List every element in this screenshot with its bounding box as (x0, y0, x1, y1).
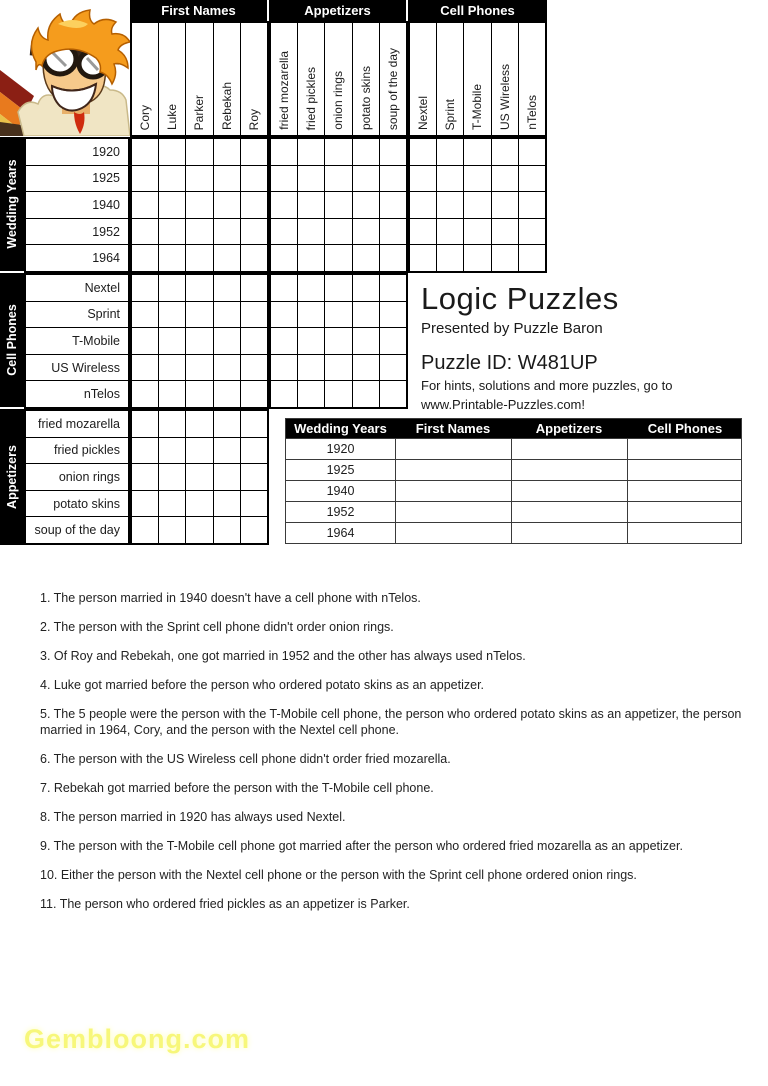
grid-cell[interactable] (132, 139, 158, 165)
row-group-header-appetizers (0, 409, 24, 545)
row-label: onion rings (26, 464, 128, 490)
grid-cell[interactable] (159, 438, 185, 464)
grid-cell[interactable] (186, 328, 212, 354)
grid-cell[interactable] (325, 302, 351, 328)
subtitle: Presented by Puzzle Baron (421, 320, 603, 337)
grid-cell[interactable] (410, 192, 436, 218)
grid-cell[interactable] (380, 275, 406, 301)
grid-cell[interactable] (380, 139, 406, 165)
clue-3: 3. Of Roy and Rebekah, one got married in 1952 and the other has always used nTelos. (40, 649, 526, 663)
grid-cell[interactable] (519, 166, 545, 192)
grid-cell[interactable] (519, 139, 545, 165)
clue-8: 8. The person married in 1920 has always used Nextel. (40, 809, 346, 824)
row-label: 1925 (26, 166, 128, 192)
grid-cell[interactable] (214, 381, 240, 407)
grid-cell[interactable] (298, 166, 324, 192)
col-label-cell (159, 23, 185, 135)
row-group-label: Cell Phones (5, 304, 19, 376)
grid-cell[interactable] (298, 355, 324, 381)
row-label: 1940 (26, 192, 128, 218)
grid-cell[interactable] (353, 139, 379, 165)
grid-cell[interactable] (159, 192, 185, 218)
clue-5: 5. The 5 people were the person with the T-Mobile cell phone, the person who ordered potato skins as an appetizer, the person married in 1964, Cory, and the person with the Nextel cell phone. (40, 707, 742, 737)
row-label: T-Mobile (26, 328, 128, 354)
answer-row (286, 501, 741, 522)
grid-cell[interactable] (241, 517, 267, 543)
col-group-label: First Names (161, 3, 236, 18)
grid-cell[interactable] (132, 192, 158, 218)
col-group-header-appetizers (269, 0, 406, 21)
answer-header-first-names: First Names (415, 421, 491, 436)
grid-cell[interactable] (159, 381, 185, 407)
grid-cell[interactable] (464, 219, 490, 245)
grid-cell[interactable] (186, 355, 212, 381)
col-label: US Wireless (497, 63, 512, 130)
grid-cell[interactable] (353, 192, 379, 218)
grid-cell[interactable] (132, 275, 158, 301)
grid-cell[interactable] (159, 411, 185, 437)
grid-cell[interactable] (241, 219, 267, 245)
grid-cell[interactable] (325, 192, 351, 218)
answer-year: 1920 (326, 442, 355, 456)
grid-cell[interactable] (159, 245, 185, 271)
grid-block-years-appetizers (269, 137, 408, 273)
col-labels-first-names (130, 21, 269, 137)
grid-cell[interactable] (214, 517, 240, 543)
grid-cell[interactable] (159, 302, 185, 328)
grid-cell[interactable] (186, 464, 212, 490)
grid-cell[interactable] (186, 438, 212, 464)
grid-cell[interactable] (353, 302, 379, 328)
grid-cell[interactable] (353, 328, 379, 354)
answer-row (286, 438, 741, 459)
grid-cell[interactable] (214, 245, 240, 271)
grid-cell[interactable] (159, 219, 185, 245)
col-label-cell (464, 23, 490, 135)
grid-cell[interactable] (214, 411, 240, 437)
hint-text-line2: www.Printable-Puzzles.com! (421, 397, 585, 412)
answer-year: 1964 (326, 526, 355, 540)
grid-cell[interactable] (186, 491, 212, 517)
grid-cell[interactable] (492, 166, 518, 192)
grid-cell[interactable] (214, 491, 240, 517)
grid-cell[interactable] (214, 192, 240, 218)
mascot-cartoon-icon (0, 0, 130, 136)
row-labels-cell-phones (24, 273, 130, 409)
grid-cell[interactable] (410, 245, 436, 271)
grid-cell[interactable] (464, 192, 490, 218)
grid-cell[interactable] (132, 245, 158, 271)
grid-cell[interactable] (380, 328, 406, 354)
col-group-header-first-names (130, 0, 267, 21)
answer-cell[interactable] (511, 523, 627, 543)
col-label: soup of the day (385, 47, 400, 130)
grid-cell[interactable] (380, 381, 406, 407)
answer-cell[interactable] (395, 523, 511, 543)
grid-cell[interactable] (271, 245, 297, 271)
grid-cell[interactable] (519, 219, 545, 245)
grid-cell[interactable] (241, 411, 267, 437)
grid-cell[interactable] (214, 464, 240, 490)
col-label: Cory (138, 104, 153, 130)
grid-cell[interactable] (298, 139, 324, 165)
grid-cell[interactable] (186, 245, 212, 271)
clue-10: 10. Either the person with the Nextel cell phone or the person with the Sprint cell phone ordered onion rings. (40, 867, 637, 882)
col-label-cell (186, 23, 212, 135)
hint-text-line1: For hints, solutions and more puzzles, go to (421, 378, 673, 393)
answer-cell[interactable] (627, 502, 743, 522)
grid-cell[interactable] (492, 192, 518, 218)
grid-cell[interactable] (325, 139, 351, 165)
grid-cell[interactable] (241, 139, 267, 165)
grid-cell[interactable] (132, 166, 158, 192)
grid-cell[interactable] (325, 245, 351, 271)
grid-cell[interactable] (241, 192, 267, 218)
grid-cell[interactable] (132, 464, 158, 490)
grid-cell[interactable] (437, 166, 463, 192)
col-label-cell (241, 23, 267, 135)
grid-cell[interactable] (159, 491, 185, 517)
answer-cell[interactable] (627, 523, 743, 543)
grid-cell[interactable] (410, 166, 436, 192)
grid-cell[interactable] (492, 245, 518, 271)
grid-cell[interactable] (380, 219, 406, 245)
col-label: Nextel (416, 95, 431, 130)
grid-cell[interactable] (492, 139, 518, 165)
row-group-label: Appetizers (5, 445, 19, 509)
row-label: Nextel (26, 275, 128, 301)
row-label: fried mozarella (26, 411, 128, 437)
clue-2: 2. The person with the Sprint cell phone didn't order onion rings. (40, 620, 394, 634)
grid-cell[interactable] (132, 219, 158, 245)
grid-cell[interactable] (325, 381, 351, 407)
grid-cell[interactable] (298, 245, 324, 271)
grid-cell[interactable] (214, 219, 240, 245)
grid-cell[interactable] (214, 355, 240, 381)
clue-6: 6. The person with the US Wireless cell phone didn't order fried mozarella. (40, 751, 451, 766)
grid-cell[interactable] (186, 219, 212, 245)
grid-cell[interactable] (325, 355, 351, 381)
answer-year: 1925 (326, 463, 355, 477)
grid-cell[interactable] (298, 381, 324, 407)
col-labels-cell-phones (408, 21, 547, 137)
grid-cell[interactable] (298, 275, 324, 301)
grid-cell[interactable] (271, 355, 297, 381)
row-label: 1952 (26, 219, 128, 245)
row-group-label: Wedding Years (5, 159, 19, 249)
answer-header-wedding-years: Wedding Years (294, 421, 387, 436)
grid-cell[interactable] (353, 245, 379, 271)
grid-cell[interactable] (325, 328, 351, 354)
grid-cell[interactable] (159, 464, 185, 490)
clue-7: 7. Rebekah got married before the person with the T-Mobile cell phone. (40, 780, 434, 795)
grid-cell[interactable] (437, 219, 463, 245)
grid-cell[interactable] (241, 302, 267, 328)
col-label: fried mozarella (277, 51, 292, 130)
watermark: Gembloong.com (24, 1024, 251, 1054)
grid-cell[interactable] (519, 245, 545, 271)
col-label-cell (519, 23, 545, 135)
grid-cell[interactable] (186, 517, 212, 543)
grid-cell[interactable] (159, 166, 185, 192)
grid-cell[interactable] (159, 355, 185, 381)
col-group-label: Appetizers (304, 3, 371, 18)
answer-table (285, 418, 742, 544)
grid-cell[interactable] (298, 192, 324, 218)
grid-cell[interactable] (437, 192, 463, 218)
row-labels-appetizers (24, 409, 130, 545)
grid-cell[interactable] (132, 438, 158, 464)
grid-cell[interactable] (271, 275, 297, 301)
grid-cell[interactable] (464, 166, 490, 192)
grid-cell[interactable] (271, 328, 297, 354)
col-labels-appetizers (269, 21, 408, 137)
grid-cell[interactable] (464, 139, 490, 165)
answer-table-header (286, 419, 741, 438)
col-label-cell (325, 23, 351, 135)
grid-cell[interactable] (132, 491, 158, 517)
grid-cell[interactable] (353, 381, 379, 407)
grid-cell[interactable] (298, 328, 324, 354)
grid-cell[interactable] (241, 491, 267, 517)
row-label: US Wireless (26, 355, 128, 381)
grid-cell[interactable] (132, 328, 158, 354)
grid-cell[interactable] (186, 166, 212, 192)
col-label: T-Mobile (470, 83, 485, 130)
title-block (421, 281, 751, 413)
grid-cell[interactable] (241, 245, 267, 271)
grid-cell[interactable] (380, 245, 406, 271)
grid-cell[interactable] (271, 166, 297, 192)
grid-cell[interactable] (241, 438, 267, 464)
row-group-header-wedding-years (0, 137, 24, 271)
grid-cell[interactable] (464, 245, 490, 271)
answer-cell[interactable] (395, 502, 511, 522)
col-label: Luke (165, 103, 180, 130)
grid-cell[interactable] (380, 192, 406, 218)
grid-cell[interactable] (132, 381, 158, 407)
mascot-illustration (0, 0, 130, 136)
grid-block-appetizers-names (130, 409, 269, 545)
answer-cell[interactable] (395, 439, 511, 459)
col-label: onion rings (331, 71, 346, 130)
answer-year: 1940 (326, 484, 355, 498)
grid-cell[interactable] (325, 219, 351, 245)
grid-cell[interactable] (271, 139, 297, 165)
row-label: 1964 (26, 245, 128, 271)
grid-cell[interactable] (325, 275, 351, 301)
grid-cell[interactable] (214, 302, 240, 328)
clue-9: 9. The person with the T-Mobile cell phone got married after the person who ordered fried mozarella as an appetizer. (40, 838, 683, 853)
col-label-cell (353, 23, 379, 135)
grid-block-phones-appetizers (269, 273, 408, 409)
grid-cell[interactable] (271, 192, 297, 218)
grid-cell[interactable] (214, 275, 240, 301)
col-label-cell (437, 23, 463, 135)
grid-cell[interactable] (298, 219, 324, 245)
grid-cell[interactable] (241, 464, 267, 490)
answer-cell[interactable] (511, 481, 627, 501)
row-label: soup of the day (26, 517, 128, 543)
answer-header-appetizers: Appetizers (535, 421, 603, 436)
answer-year: 1952 (326, 505, 355, 519)
page-title: Logic Puzzles (421, 281, 619, 316)
row-label: 1920 (26, 139, 128, 165)
grid-cell[interactable] (132, 355, 158, 381)
grid-cell[interactable] (159, 139, 185, 165)
clue-1: 1. The person married in 1940 doesn't have a cell phone with nTelos. (40, 591, 421, 605)
grid-cell[interactable] (241, 381, 267, 407)
row-labels-wedding-years (24, 137, 130, 273)
grid-cell[interactable] (214, 328, 240, 354)
answer-cell[interactable] (511, 502, 627, 522)
answer-cell[interactable] (627, 439, 743, 459)
col-label-cell (214, 23, 240, 135)
grid-cell[interactable] (298, 302, 324, 328)
row-group-header-cell-phones (0, 273, 24, 407)
answer-header-cell-phones: Cell Phones (647, 421, 723, 436)
col-label: Roy (246, 108, 261, 130)
grid-block-phones-names (130, 273, 269, 409)
col-label-cell (271, 23, 297, 135)
grid-cell[interactable] (214, 438, 240, 464)
grid-cell[interactable] (437, 139, 463, 165)
answer-cell[interactable] (395, 460, 511, 480)
row-label: potato skins (26, 491, 128, 517)
grid-cell[interactable] (214, 139, 240, 165)
grid-cell[interactable] (380, 355, 406, 381)
grid-cell[interactable] (410, 219, 436, 245)
col-group-label: Cell Phones (440, 3, 515, 18)
grid-cell[interactable] (241, 355, 267, 381)
col-label-cell (492, 23, 518, 135)
col-label-cell (410, 23, 436, 135)
col-label: Parker (192, 94, 207, 130)
answer-cell[interactable] (627, 481, 743, 501)
grid-cell[interactable] (519, 192, 545, 218)
grid-cell[interactable] (492, 219, 518, 245)
grid-cell[interactable] (271, 302, 297, 328)
col-label: fried pickles (304, 66, 319, 130)
puzzle-id: Puzzle ID: W481UP (421, 352, 598, 374)
grid-cell[interactable] (241, 328, 267, 354)
col-label-cell (380, 23, 406, 135)
grid-cell[interactable] (132, 411, 158, 437)
grid-cell[interactable] (380, 302, 406, 328)
answer-cell[interactable] (511, 460, 627, 480)
grid-cell[interactable] (353, 219, 379, 245)
clue-4: 4. Luke got married before the person who ordered potato skins as an appetizer. (40, 678, 485, 692)
grid-cell[interactable] (132, 517, 158, 543)
grid-cell[interactable] (186, 192, 212, 218)
row-label: fried pickles (26, 438, 128, 464)
grid-cell[interactable] (353, 355, 379, 381)
col-label: nTelos (524, 95, 539, 130)
col-label: potato skins (358, 65, 373, 130)
col-label: Rebekah (219, 81, 234, 130)
grid-cell[interactable] (159, 517, 185, 543)
grid-cell[interactable] (353, 275, 379, 301)
grid-cell[interactable] (241, 166, 267, 192)
grid-cell[interactable] (241, 275, 267, 301)
answer-cell[interactable] (395, 481, 511, 501)
grid-cell[interactable] (353, 166, 379, 192)
grid-cell[interactable] (186, 381, 212, 407)
col-label-cell (132, 23, 158, 135)
clue-list (40, 591, 748, 926)
answer-row (286, 459, 741, 480)
col-label-cell (298, 23, 324, 135)
grid-cell[interactable] (271, 381, 297, 407)
grid-block-years-names (130, 137, 269, 273)
row-label: Sprint (26, 302, 128, 328)
grid-cell[interactable] (186, 275, 212, 301)
grid-cell[interactable] (410, 139, 436, 165)
grid-cell[interactable] (186, 411, 212, 437)
grid-cell[interactable] (437, 245, 463, 271)
grid-block-years-phones (408, 137, 547, 273)
grid-cell[interactable] (186, 302, 212, 328)
grid-cell[interactable] (132, 302, 158, 328)
answer-cell[interactable] (511, 439, 627, 459)
grid-cell[interactable] (380, 166, 406, 192)
grid-cell[interactable] (214, 166, 240, 192)
grid-cell[interactable] (159, 328, 185, 354)
answer-row (286, 522, 741, 543)
col-group-header-cell-phones (408, 0, 547, 21)
col-label: Sprint (443, 98, 458, 130)
grid-cell[interactable] (159, 275, 185, 301)
answer-row (286, 480, 741, 501)
row-label: nTelos (26, 381, 128, 407)
clue-11: 11. The person who ordered fried pickles as an appetizer is Parker. (40, 896, 410, 911)
grid-cell[interactable] (325, 166, 351, 192)
answer-cell[interactable] (627, 460, 743, 480)
grid-cell[interactable] (271, 219, 297, 245)
grid-cell[interactable] (186, 139, 212, 165)
